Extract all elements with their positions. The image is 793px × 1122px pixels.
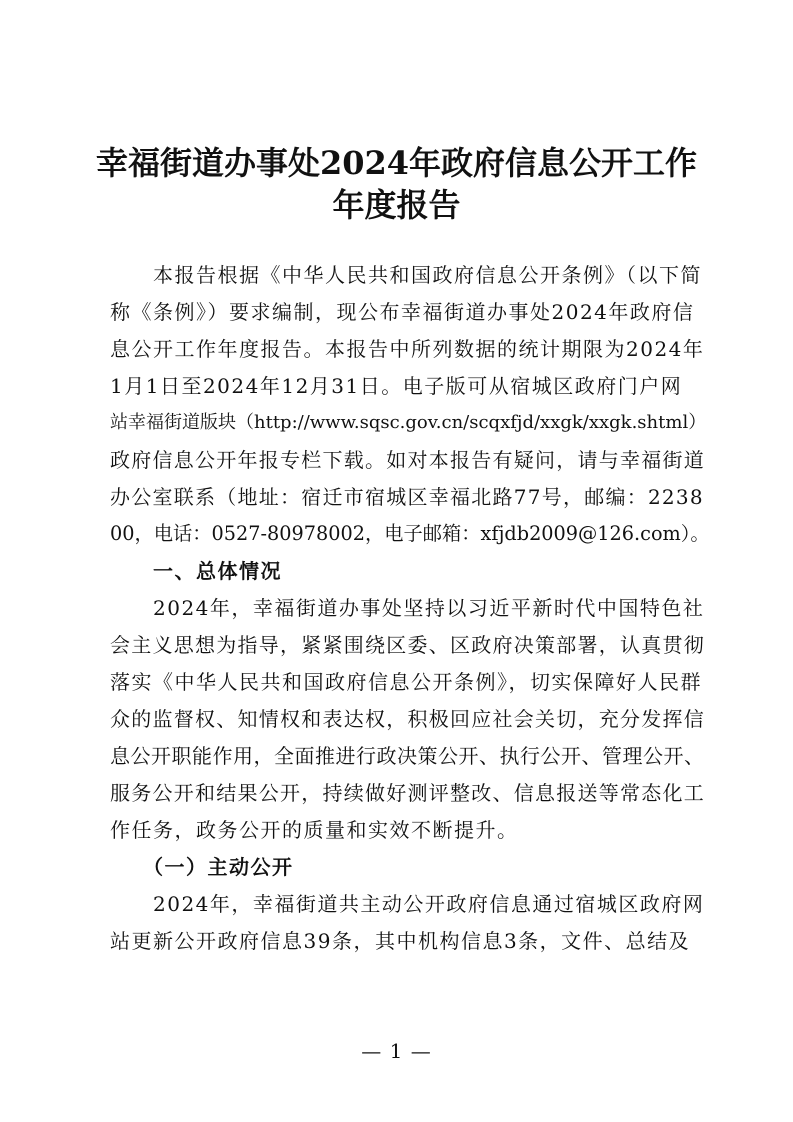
intro-line: 息公开工作年度报告。本报告中所列数据的统计期限为2024年	[110, 337, 705, 361]
proactive-line: 站更新公开政府信息39条，其中机构信息3条，文件、总结及	[110, 929, 691, 953]
intro-line-url: 站幸福街道版块（http://www.sqsc.gov.cn/scqxfjd/xxgk/xxgk.shtml）	[110, 412, 707, 433]
overview-line: 息公开职能作用，全面推进行政决策公开、执行公开、管理公开、	[110, 744, 705, 768]
intro-line: 办公室联系（地址：宿迁市宿城区幸福北路77号，邮编：2238	[110, 485, 704, 509]
intro-line: 1月1日至2024年12月31日。电子版可从宿城区政府门户网	[110, 374, 683, 398]
intro-line: 称《条例》）要求编制，现公布幸福街道办事处2024年政府信	[110, 300, 695, 324]
subsection-heading-proactive: （一）主动公开	[110, 855, 294, 879]
report-title-line1: 幸福街道办事处2024年政府信息公开工作	[95, 144, 698, 182]
proactive-line: 2024年，幸福街道共主动公开政府信息通过宿城区政府网	[110, 892, 705, 916]
section-heading-overview: 一、总体情况	[110, 559, 282, 583]
intro-line: 本报告根据《中华人民共和国政府信息公开条例》（以下简	[110, 263, 702, 287]
intro-line: 00，电话：0527-80978002，电子邮箱：xfjdb2009@126.com）。	[110, 522, 710, 545]
overview-line: 众的监督权、知情权和表达权，积极回应社会关切，充分发挥信	[110, 707, 705, 731]
overview-line: 会主义思想为指导，紧紧围绕区委、区政府决策部署，认真贯彻	[110, 633, 705, 657]
intro-line: 政府信息公开年报专栏下载。如对本报告有疑问，请与幸福街道	[110, 448, 705, 472]
report-title-line2: 年度报告	[332, 186, 461, 224]
overview-line: 落实《中华人民共和国政府信息公开条例》，切实保障好人民群	[110, 670, 702, 694]
overview-line: 2024年，幸福街道办事处坚持以习近平新时代中国特色社	[110, 596, 705, 620]
overview-line: 服务公开和结果公开，持续做好测评整改、信息报送等常态化工	[110, 781, 705, 805]
overview-line: 作任务，政务公开的质量和实效不断提升。	[110, 818, 519, 842]
page-number: — 1 —	[361, 1039, 432, 1063]
